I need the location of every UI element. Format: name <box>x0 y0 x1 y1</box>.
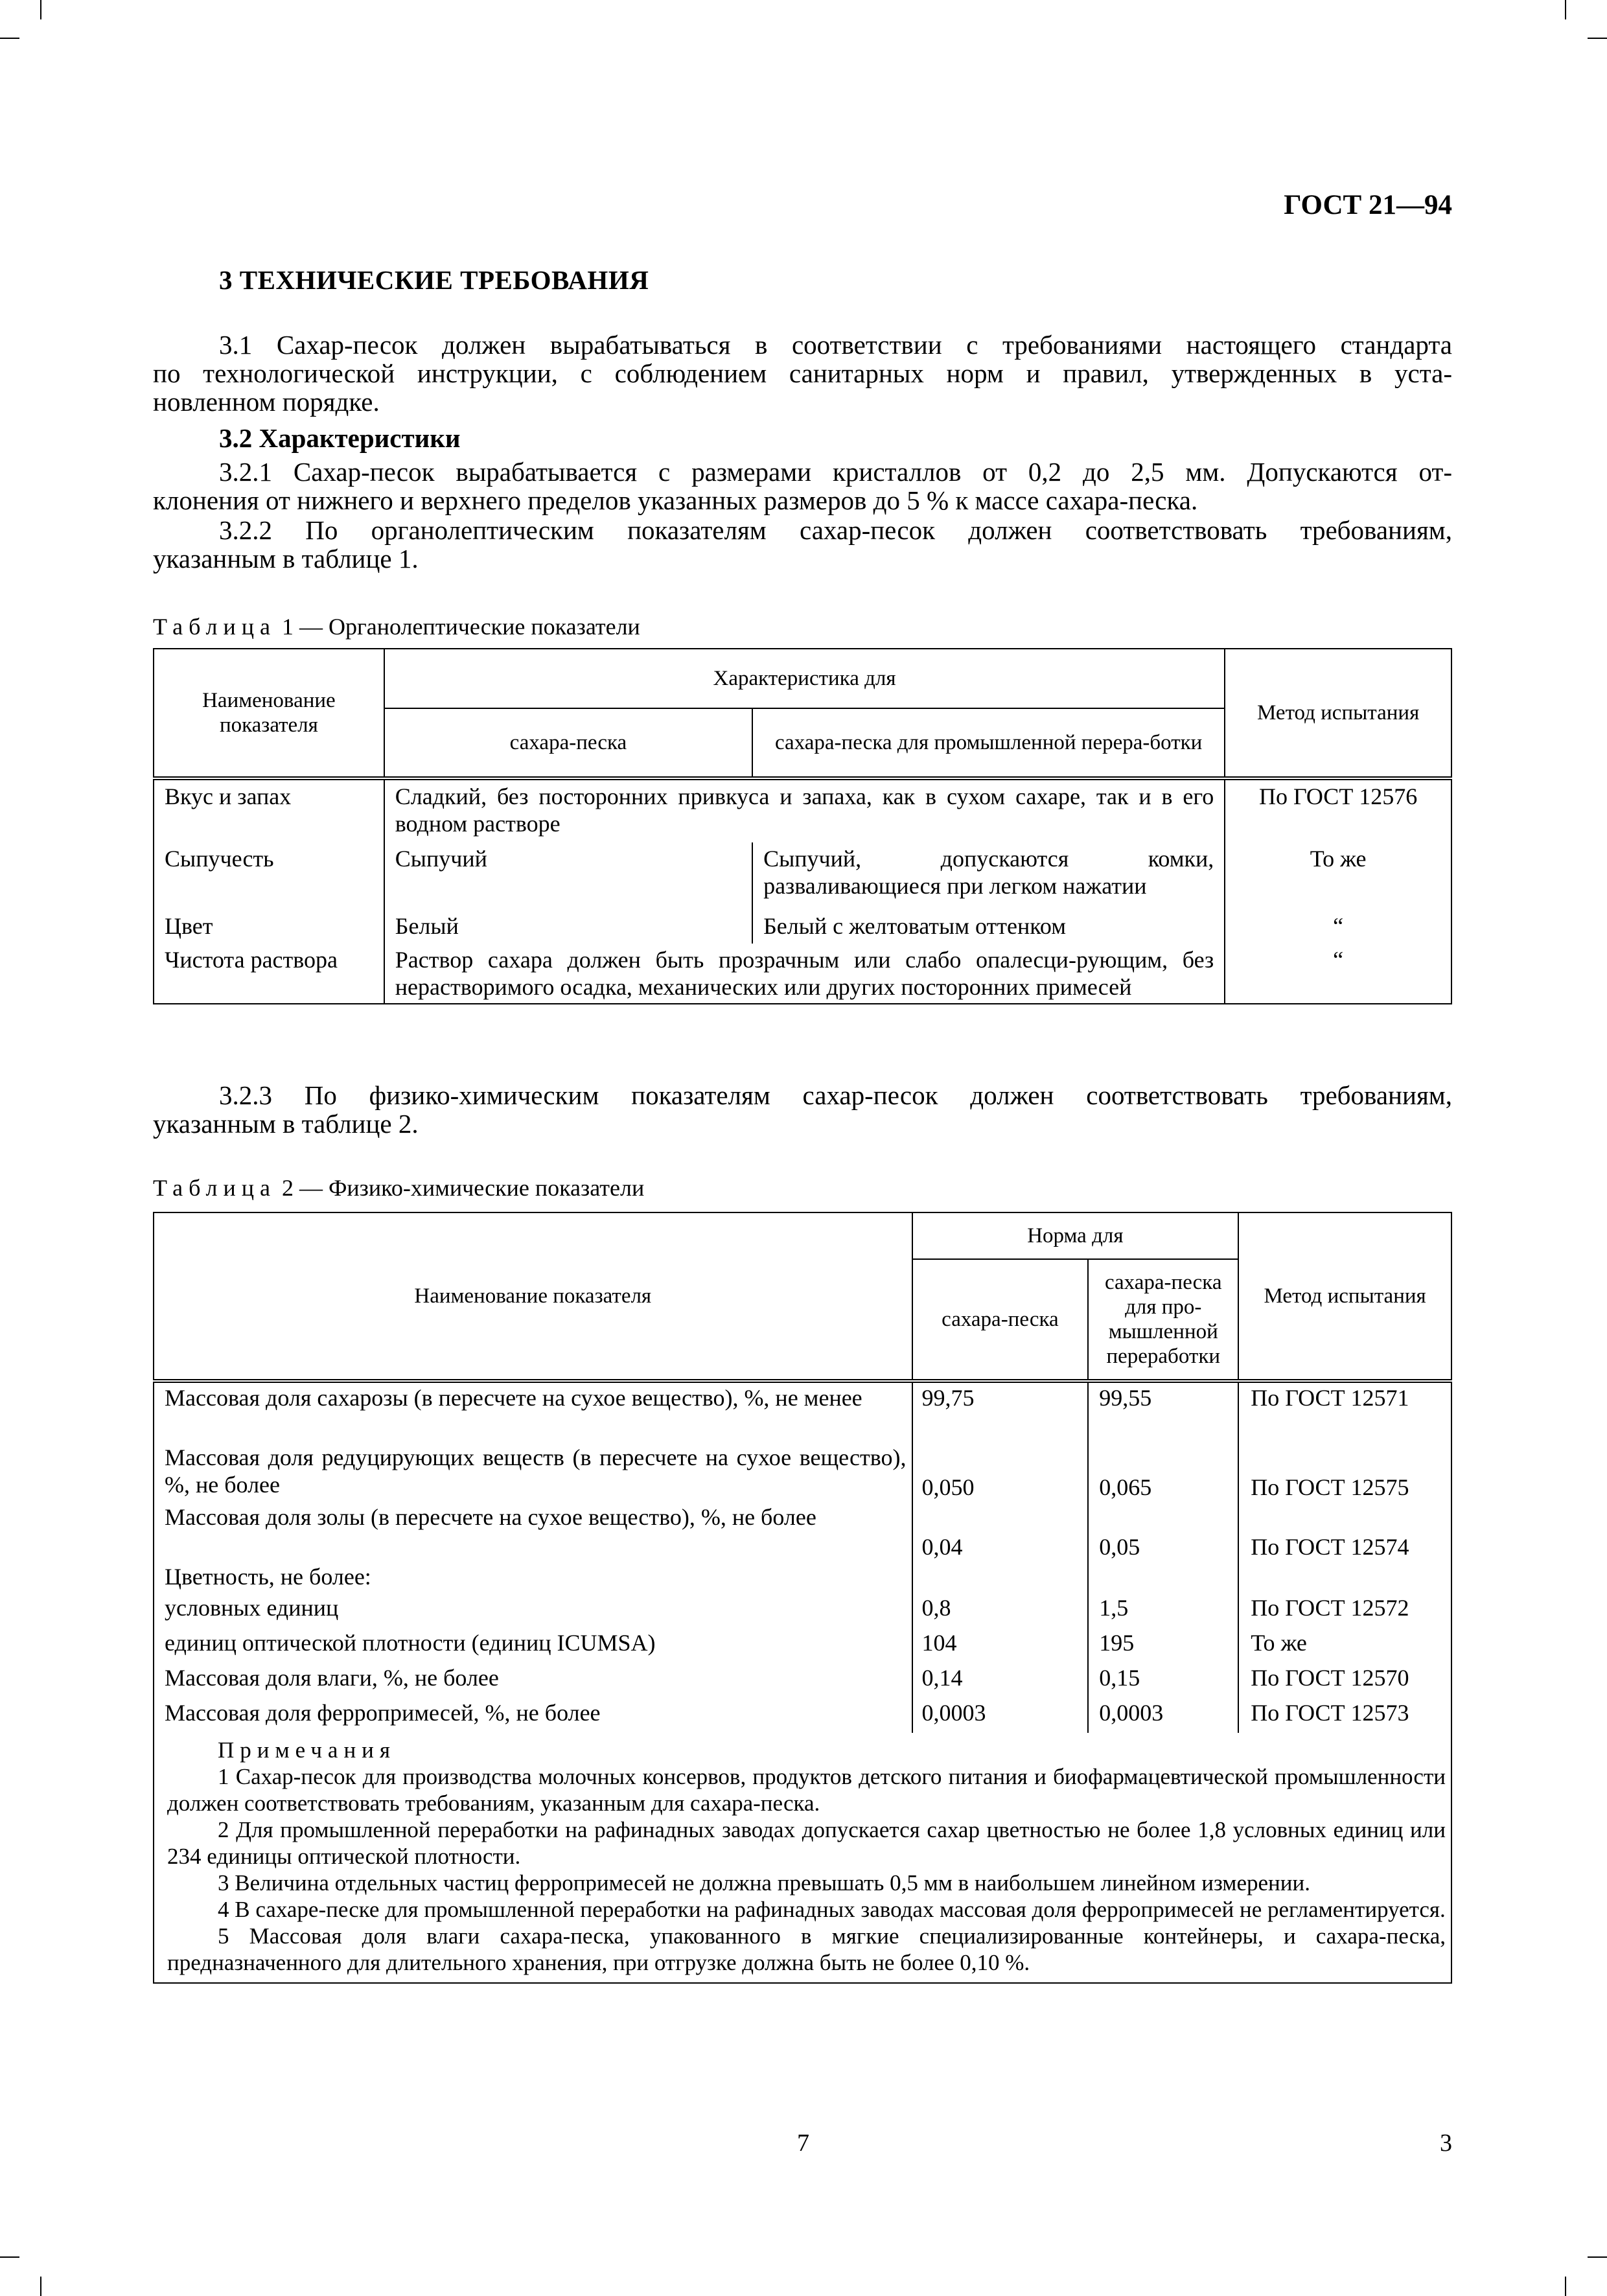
cell-method: “ <box>1225 910 1451 944</box>
table-row <box>154 1381 1451 1443</box>
paragraph-3-2-1: 3.2.1 Сахар-песок вырабатывается с размерами кристаллов от 0,2 до 2,5 мм. Допускаются от- клонения от нижнего и верхнего пределов указанных размеров до 5 % к массе сахара-песка. <box>153 457 1452 515</box>
note-item: 5 Массовая доля влаги сахара-песка, упакованного в мягкие специализированные контейнеры, и сахара-песка, предназначенного для длительного хранения, при отгрузке должна быть не более 0,10 %. <box>167 1923 1446 1975</box>
cell-industrial: 99,55 <box>1088 1381 1238 1443</box>
cell-name: Сыпучесть <box>154 842 384 910</box>
cell-method: По ГОСТ 12570 <box>1238 1663 1451 1698</box>
cell-method: По ГОСТ 12574 <box>1238 1502 1451 1562</box>
cell-industrial: 0,15 <box>1088 1663 1238 1698</box>
subsection-title: 3.2 Характеристики <box>219 423 461 453</box>
cell-name: Массовая доля редуцирующих веществ (в пересчете на сухое вещество), %, не более <box>154 1443 912 1502</box>
table-row <box>154 1502 1451 1562</box>
cell-sugar-sand <box>912 1562 1089 1593</box>
table-notes <box>154 1733 1451 1983</box>
col-header-characteristic: Характеристика для <box>384 649 1225 708</box>
cell-method: По ГОСТ 12573 <box>1238 1698 1451 1733</box>
cell-sugar-sand: Сыпучий <box>384 842 752 910</box>
col-header-sugar-sand: сахара-песка <box>384 708 752 778</box>
cell-sugar-sand: 0,04 <box>912 1502 1089 1562</box>
note-item: 3 Величина отдельных частиц ферропримесей не должна превышать 0,5 мм в наибольшем линейном измерении. <box>218 1870 1310 1896</box>
paragraph-3-2-3: 3.2.3 По физико-химическим показателям сахар-песок должен соответствовать требованиям, указанным в таблице 2. <box>153 1080 1452 1139</box>
col-header-sugar-sand: сахара-песка <box>912 1259 1089 1381</box>
cell-method: По ГОСТ 12572 <box>1238 1593 1451 1628</box>
crop-mark <box>1565 2277 1566 2296</box>
cell-sugar-sand: 0,0003 <box>912 1698 1089 1733</box>
cell-industrial <box>1088 1562 1238 1593</box>
cell-name: условных единиц <box>154 1593 912 1628</box>
cell-industrial: 195 <box>1088 1628 1238 1663</box>
cell-name: Массовая доля сахарозы (в пересчете на сухое вещество), %, не менее <box>154 1381 912 1443</box>
page-number-center: 7 <box>797 2129 809 2157</box>
cell-method: То же <box>1225 842 1451 910</box>
cell-sugar-sand: Белый <box>384 910 752 944</box>
table1-caption: Таблица 1 — Органолептические показатели <box>153 614 640 640</box>
note-item: 4 В сахаре-песке для промышленной переработки на рафинадных заводах массовая доля ферропримесей не регламентируется. <box>218 1897 1446 1922</box>
cell-method: По ГОСТ 12576 <box>1225 778 1451 842</box>
table-row <box>154 1698 1451 1733</box>
crop-mark <box>40 2277 41 2296</box>
notes-heading: Примечания <box>218 1737 397 1763</box>
cell-name: Массовая доля ферропримесей, %, не более <box>154 1698 912 1733</box>
crop-mark <box>0 38 19 39</box>
cell-method: То же <box>1238 1628 1451 1663</box>
table2-caption: Таблица 2 — Физико-химические показатели <box>153 1175 645 1201</box>
cell-industrial: Сыпучий, допускаются комки, разваливающиеся при легком нажатии <box>752 842 1225 910</box>
standard-code: ГОСТ 21—94 <box>1284 190 1452 220</box>
cell-name: Цвет <box>154 910 384 944</box>
cell-method: По ГОСТ 12571 <box>1238 1381 1451 1443</box>
cell-value: Сладкий, без посторонних привкуса и запаха, как в сухом сахаре, так и в его водном растворе <box>384 778 1225 842</box>
paragraph-3-2-2: 3.2.2 По органолептическим показателям сахар-песок должен соответствовать требованиям, указанным в таблице 1. <box>153 515 1452 574</box>
cell-sugar-sand: 0,050 <box>912 1443 1089 1502</box>
table-row <box>154 842 1451 910</box>
table-row <box>154 1628 1451 1663</box>
col-header-name: Наименование показателя <box>154 649 384 778</box>
cell-name: Массовая доля золы (в пересчете на сухое вещество), %, не более <box>154 1502 912 1562</box>
cell-name: единиц оптической плотности (единиц ICUMSA) <box>154 1628 912 1663</box>
cell-method: По ГОСТ 12575 <box>1238 1443 1451 1502</box>
crop-mark <box>1588 2256 1607 2258</box>
paragraph-3-1: 3.1 Сахар-песок должен вырабатываться в соответствии с требованиями настоящего стандарта по технологической инструкции, с соблюдением санитарных норм и правил, утвержденных в уста- новленном порядке. <box>153 330 1452 417</box>
table-row <box>154 1593 1451 1628</box>
cell-industrial: 0,05 <box>1088 1502 1238 1562</box>
cell-sugar-sand: 104 <box>912 1628 1089 1663</box>
crop-mark <box>1588 38 1607 39</box>
cell-name: Цветность, не более: <box>154 1562 912 1593</box>
cell-name: Вкус и запах <box>154 778 384 842</box>
table-row <box>154 910 1451 944</box>
col-header-method: Метод испытания <box>1238 1212 1451 1381</box>
section-title: 3 ТЕХНИЧЕСКИЕ ТРЕБОВАНИЯ <box>219 265 649 295</box>
cell-name: Чистота раствора <box>154 944 384 1004</box>
table-physicochemical <box>153 1212 1452 1984</box>
note-item: 2 Для промышленной переработки на рафинадных заводах допускается сахар цветностью не более 1,8 условных единиц или 234 единицы оптической плотности. <box>167 1817 1446 1869</box>
page-number-right: 3 <box>1440 2129 1452 2157</box>
cell-industrial: 0,065 <box>1088 1443 1238 1502</box>
cell-sugar-sand: 0,8 <box>912 1593 1089 1628</box>
col-header-norm: Норма для <box>912 1212 1239 1259</box>
cell-name: Массовая доля влаги, %, не более <box>154 1663 912 1698</box>
col-header-industrial: сахара-песка для про-мышленной переработки <box>1088 1259 1238 1381</box>
cell-value: Раствор сахара должен быть прозрачным или слабо опалесци-рующим, без нерастворимого осадка, механических или других посторонних примесей <box>384 944 1225 1004</box>
crop-mark <box>0 2256 19 2258</box>
cell-industrial: 0,0003 <box>1088 1698 1238 1733</box>
table-organoleptic <box>153 648 1452 1004</box>
cell-industrial: 1,5 <box>1088 1593 1238 1628</box>
document-page <box>153 0 1452 2296</box>
col-header-industrial: сахара-песка для промышленной перера-ботки <box>752 708 1225 778</box>
table-row <box>154 944 1451 1004</box>
cell-method: “ <box>1225 944 1451 1004</box>
table-row <box>154 778 1451 842</box>
cell-method <box>1238 1562 1451 1593</box>
crop-mark <box>1565 0 1566 19</box>
note-item: 1 Сахар-песок для производства молочных консервов, продуктов детского питания и биофармацевтической промышленности должен соответствовать требованиям, указанным для сахара-песка. <box>167 1764 1446 1816</box>
table-row <box>154 1443 1451 1502</box>
col-header-method: Метод испытания <box>1225 649 1451 778</box>
cell-sugar-sand: 99,75 <box>912 1381 1089 1443</box>
cell-industrial: Белый с желтоватым оттенком <box>752 910 1225 944</box>
crop-mark <box>40 0 41 19</box>
col-header-name: Наименование показателя <box>154 1212 912 1381</box>
table-row <box>154 1663 1451 1698</box>
table-row <box>154 1562 1451 1593</box>
cell-sugar-sand: 0,14 <box>912 1663 1089 1698</box>
